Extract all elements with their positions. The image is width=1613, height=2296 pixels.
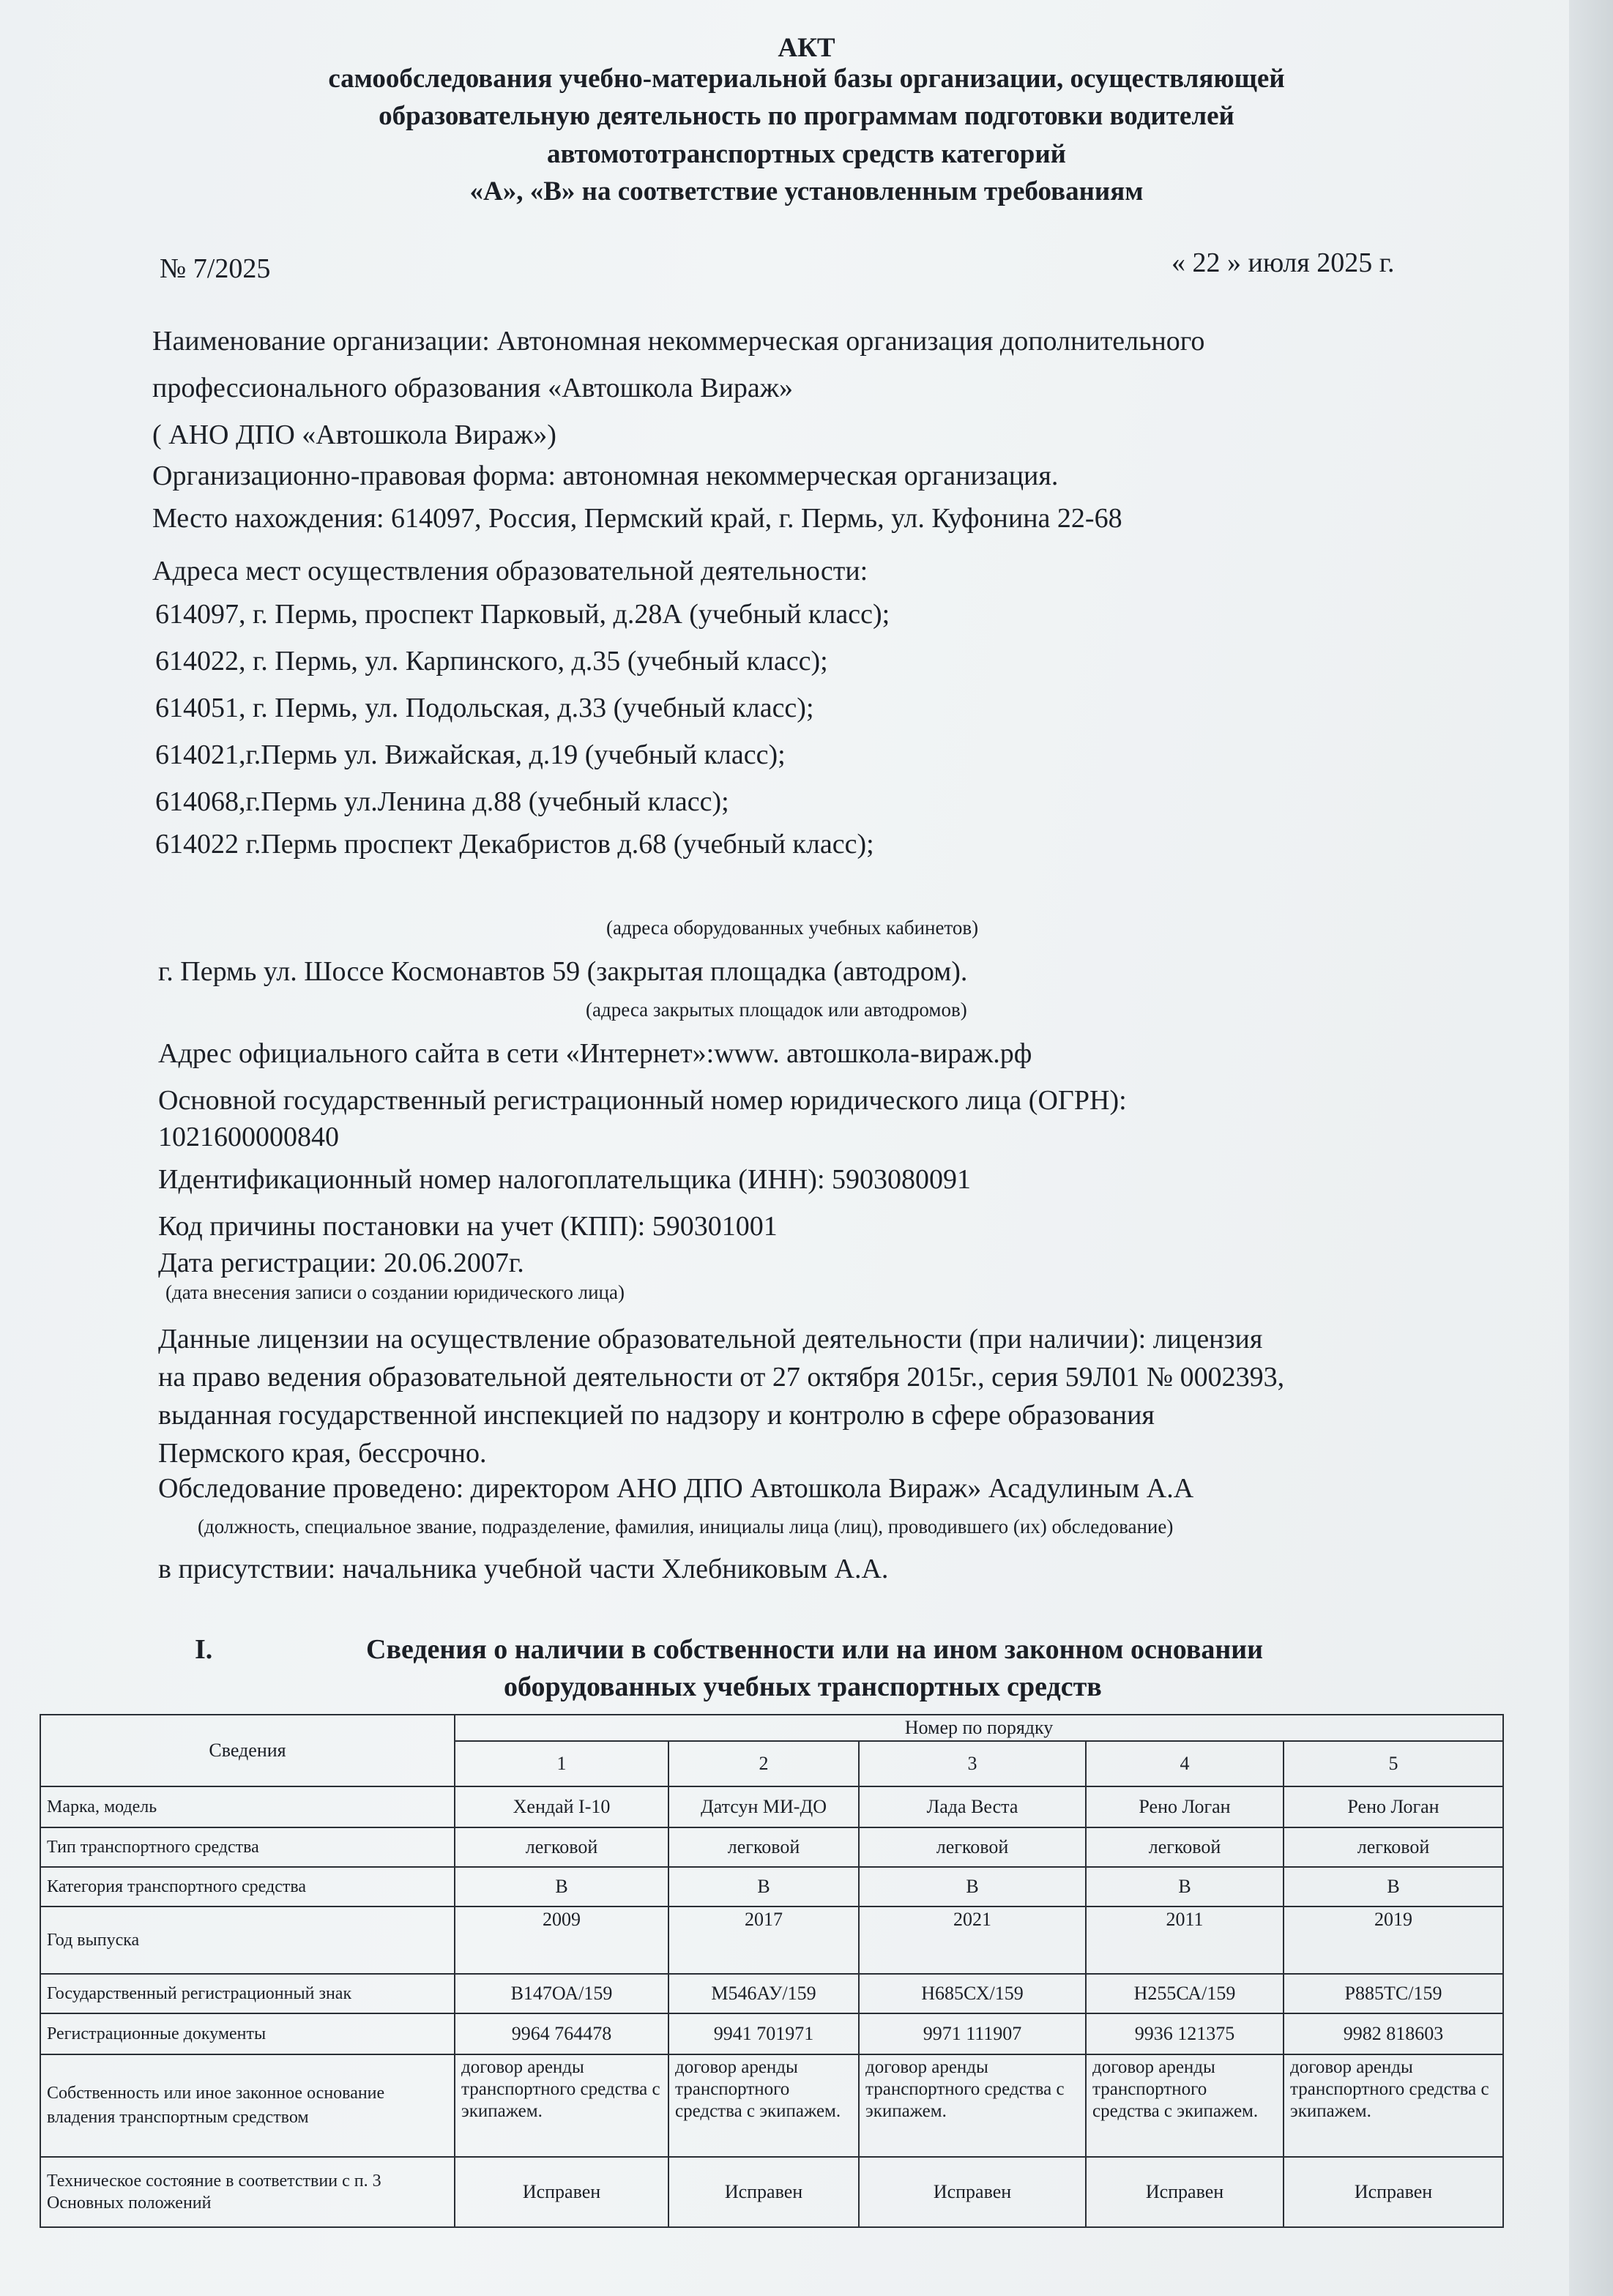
table-row <box>40 2054 1503 2157</box>
website: Адрес официального сайта в сети «Интернет»:www. автошкола-вираж.рф <box>158 1038 1032 1069</box>
table-cell: 9941 701971 <box>668 2013 859 2054</box>
ogrn-value: 1021600000840 <box>158 1122 339 1152</box>
license-line-2: на право ведения образовательной деятельности от 27 октября 2015г., серия 59Л01 № 0002393, <box>158 1362 1285 1393</box>
row-label: Регистрационные документы <box>40 2013 455 2054</box>
table-row <box>40 1827 1503 1867</box>
table-group-header: Номер по порядку <box>455 1715 1503 1741</box>
table-cell: 2009 <box>455 1906 668 1974</box>
table-row <box>40 2013 1503 2054</box>
subtitle-line-2: образовательную деятельность по программам подготовки водителей <box>379 101 1234 131</box>
table-cell: 2021 <box>859 1906 1086 1974</box>
table-cell: договор аренды транспортного средства с экипажем. <box>1086 2054 1284 2157</box>
org-name-line-3: ( АНО ДПО «Автошкола Вираж») <box>152 420 556 450</box>
row-label: Техническое состояние в соответствии с п. 3 Основных положений <box>40 2157 455 2227</box>
column-number: 5 <box>1284 1741 1503 1786</box>
table-corner-cell: Сведения <box>40 1715 455 1786</box>
address-6: 614022 г.Пермь проспект Декабристов д.68 (учебный класс); <box>155 829 874 860</box>
subtitle-line-3: автомототранспортных средств категорий <box>547 139 1066 169</box>
act-date: « 22 » июля 2025 г. <box>1171 247 1395 278</box>
table-cell: 2011 <box>1086 1906 1284 1974</box>
row-label: Категория транспортного средства <box>40 1867 455 1906</box>
address-1: 614097, г. Пермь, проспект Парковый, д.28А (учебный класс); <box>155 599 890 630</box>
registration-date: Дата регистрации: 20.06.2007г. <box>158 1248 524 1278</box>
table-cell: легковой <box>859 1827 1086 1867</box>
table-row <box>40 1786 1503 1827</box>
table-cell: Хендай I-10 <box>455 1786 668 1827</box>
table-row <box>40 2157 1503 2227</box>
document-title: АКТ <box>778 33 835 63</box>
note-registration-date: (дата внесения записи о создании юридического лица) <box>165 1281 625 1303</box>
column-number: 1 <box>455 1741 668 1786</box>
note-classrooms: (адреса оборудованных учебных кабинетов) <box>606 917 979 939</box>
kpp: Код причины постановки на учет (КПП): 590301001 <box>158 1211 778 1242</box>
row-label: Собственность или иное законное основание владения транспортным средством <box>40 2054 455 2157</box>
column-number: 4 <box>1086 1741 1284 1786</box>
table-cell: Н685СХ/159 <box>859 1974 1086 2013</box>
table-cell: Р885ТС/159 <box>1284 1974 1503 2013</box>
inspection: Обследование проведено: директором АНО ДПО Автошкола Вираж» Асадулиным А.А <box>158 1473 1194 1504</box>
license-line-4: Пермского края, бессрочно. <box>158 1438 487 1469</box>
org-name-line-2: профессионального образования «Автошкола Вираж» <box>152 373 794 403</box>
legal-form: Организационно-правовая форма: автономная некоммерческая организация. <box>152 461 1059 491</box>
table-header-row-1 <box>40 1715 1503 1741</box>
table-cell: М546АУ/159 <box>668 1974 859 2013</box>
table-cell: Исправен <box>859 2157 1086 2227</box>
inn: Идентификационный номер налогоплательщика (ИНН): 5903080091 <box>158 1164 971 1195</box>
table-cell: 9964 764478 <box>455 2013 668 2054</box>
table-cell: легковой <box>1284 1827 1503 1867</box>
table-cell: 9971 111907 <box>859 2013 1086 2054</box>
table-cell: Лада Веста <box>859 1786 1086 1827</box>
addresses-label: Адреса мест осуществления образовательной деятельности: <box>152 556 868 586</box>
subtitle-line-1: самообследования учебно-материальной базы организации, осуществляющей <box>328 64 1285 94</box>
table-cell: Рено Логан <box>1284 1786 1503 1827</box>
row-label: Тип транспортного средства <box>40 1827 455 1867</box>
table-cell: легковой <box>1086 1827 1284 1867</box>
table-cell: Н255СА/159 <box>1086 1974 1284 2013</box>
table-row <box>40 1906 1503 1974</box>
table-cell: В147ОА/159 <box>455 1974 668 2013</box>
section-number: I. <box>195 1634 213 1665</box>
table-cell: 2017 <box>668 1906 859 1974</box>
table-cell: договор аренды транспортного средства с экипажем. <box>668 2054 859 2157</box>
table-cell: договор аренды транспортного средства с экипажем. <box>455 2054 668 2157</box>
table-cell: Исправен <box>668 2157 859 2227</box>
table-cell: B <box>1086 1867 1284 1906</box>
table-cell: Исправен <box>455 2157 668 2227</box>
table-cell: легковой <box>455 1827 668 1867</box>
table-cell: Исправен <box>1284 2157 1503 2227</box>
table-cell: 2019 <box>1284 1906 1503 1974</box>
table-cell: B <box>668 1867 859 1906</box>
table-row <box>40 1974 1503 2013</box>
location: Место нахождения: 614097, Россия, Пермский край, г. Пермь, ул. Куфонина 22-68 <box>152 503 1122 534</box>
column-number: 2 <box>668 1741 859 1786</box>
column-number: 3 <box>859 1741 1086 1786</box>
row-label: Государственный регистрационный знак <box>40 1974 455 2013</box>
table-cell: 9936 121375 <box>1086 2013 1284 2054</box>
row-label: Марка, модель <box>40 1786 455 1827</box>
license-line-1: Данные лицензии на осуществление образовательной деятельности (при наличии): лицензия <box>158 1324 1263 1354</box>
table-cell: B <box>859 1867 1086 1906</box>
closed-area: г. Пермь ул. Шоссе Космонавтов 59 (закрытая площадка (автодром). <box>158 956 968 987</box>
act-number: № 7/2025 <box>160 253 271 284</box>
note-closed-area: (адреса закрытых площадок или автодромов) <box>586 999 967 1021</box>
note-inspection: (должность, специальное звание, подразделение, фамилия, инициалы лица (лиц), проводившего (их) обследование) <box>198 1516 1174 1538</box>
section-title-line-1: Сведения о наличии в собственности или на ином законном основании <box>366 1634 1264 1665</box>
table-cell: B <box>1284 1867 1503 1906</box>
table-cell: договор аренды транспортного средства с экипажем. <box>859 2054 1086 2157</box>
table-cell: B <box>455 1867 668 1906</box>
table-cell: 9982 818603 <box>1284 2013 1503 2054</box>
address-3: 614051, г. Пермь, ул. Подольская, д.33 (учебный класс); <box>155 693 814 723</box>
row-label: Год выпуска <box>40 1906 455 1974</box>
address-2: 614022, г. Пермь, ул. Карпинского, д.35 (учебный класс); <box>155 646 828 676</box>
presence: в присутствии: начальника учебной части Хлебниковым А.А. <box>158 1554 889 1584</box>
table-cell: договор аренды транспортного средства с экипажем. <box>1284 2054 1503 2157</box>
vehicles-table <box>40 1714 1504 2228</box>
license-line-3: выданная государственной инспекцией по надзору и контролю в сфере образования <box>158 1400 1155 1431</box>
table-cell: Датсун МИ-ДО <box>668 1786 859 1827</box>
paper-edge-shadow <box>1569 0 1613 2296</box>
org-name-line-1: Наименование организации: Автономная некоммерческая организация дополнительного <box>152 326 1205 357</box>
table-cell: Исправен <box>1086 2157 1284 2227</box>
table-row <box>40 1867 1503 1906</box>
section-title-line-2: оборудованных учебных транспортных средств <box>504 1671 1102 1702</box>
address-5: 614068,г.Пермь ул.Ленина д.88 (учебный класс); <box>155 786 729 817</box>
table-cell: Рено Логан <box>1086 1786 1284 1827</box>
table-cell: легковой <box>668 1827 859 1867</box>
subtitle-line-4: «А», «В» на соответствие установленным требованиям <box>469 176 1144 206</box>
address-4: 614021,г.Пермь ул. Вижайская, д.19 (учебный класс); <box>155 739 786 770</box>
ogrn-label: Основной государственный регистрационный номер юридического лица (ОГРН): <box>158 1085 1127 1116</box>
